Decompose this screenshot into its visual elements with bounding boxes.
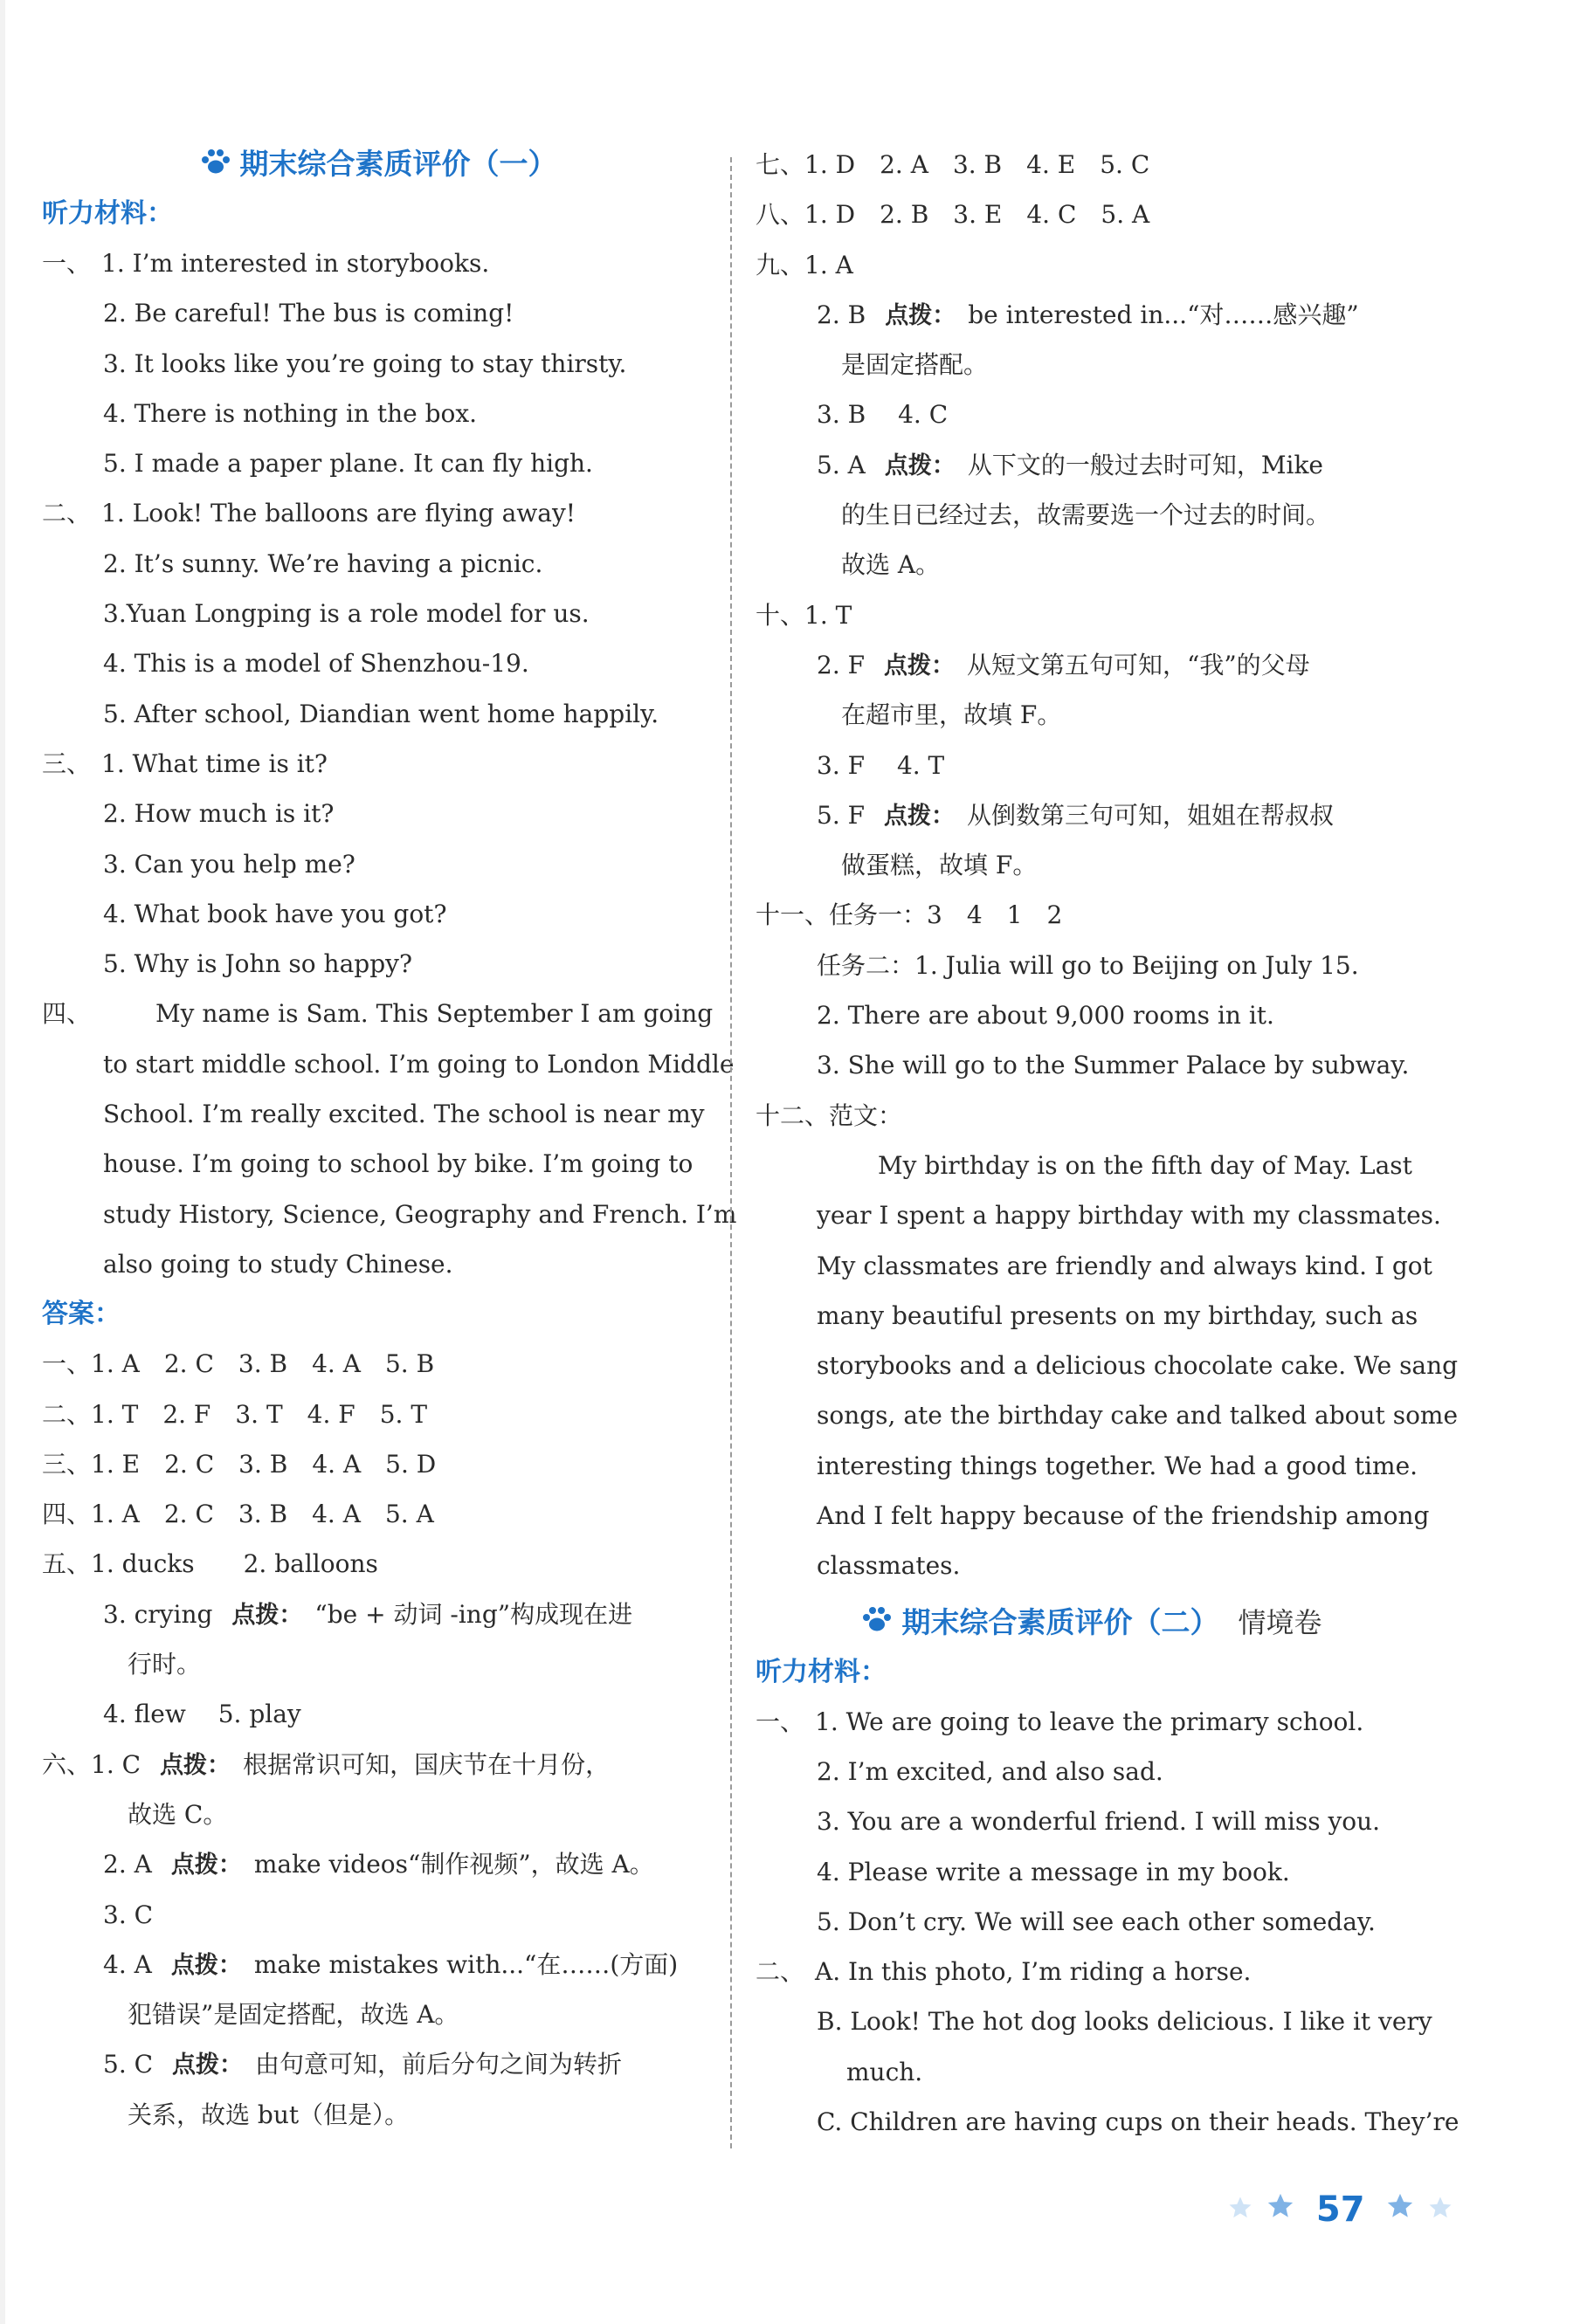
- answer-five-3: 3. crying 点拨： “be + 动词 -ing”构成现在进: [103, 1599, 633, 1629]
- listening-line: B. Look! The hot dog looks delicious. I like it very: [817, 2007, 1432, 2037]
- essay-line: classmates.: [817, 1551, 961, 1581]
- essay-line: songs, ate the birthday cake and talked about some: [817, 1401, 1459, 1431]
- answer-five-4: 4. flew 5. play: [103, 1700, 301, 1729]
- answer-nine-5-cont: 的生日已经过去，故需要选一个过去的时间。: [841, 500, 1331, 530]
- listening-line: 2. How much is it?: [103, 799, 335, 829]
- section-title-2: [756, 1598, 1428, 1647]
- listening-line: 二、 A. In this photo, I’m riding a horse.: [756, 1957, 1252, 1987]
- star-icon: [1385, 2190, 1415, 2230]
- answer-ten-34: 3. F 4. T: [817, 750, 945, 780]
- right-column: [756, 140, 1459, 2147]
- listening-line: 5. Don’t cry. We will see each other someday.: [817, 1907, 1376, 1936]
- answer-nine-2: 2. B 点拨： be interested in...“对……感兴趣”: [817, 300, 1359, 329]
- answer-six-1: 六、1. C 点拨： 根据常识可知，国庆节在十月份，: [42, 1749, 611, 1779]
- answer-ten-1: 十、1. T: [756, 600, 852, 630]
- listening-line: 三、 1. What time is it?: [42, 748, 328, 778]
- answer-eight: 八、1. D 2. B 3. E 4. C 5. A: [756, 200, 1150, 230]
- listening-line: 2. I’m excited, and also sad.: [817, 1756, 1163, 1786]
- answer-ten-5-cont: 做蛋糕，故填 F。: [841, 851, 1038, 880]
- listening-line: 一、 1. We are going to leave the primary school.: [756, 1707, 1364, 1736]
- listening-line: 3. You are a wonderful friend. I will miss you.: [817, 1807, 1381, 1837]
- listening-label: 听力材料：: [42, 198, 173, 229]
- answer-five-3-cont: 行时。: [128, 1650, 202, 1679]
- answer-row: 二、1. T 2. F 3. T 4. F 5. T: [42, 1399, 427, 1429]
- listening-line: 2. Be careful! The bus is coming!: [103, 299, 514, 328]
- answer-ten-5: 5. F 点拨： 从倒数第三句可知，姐姐在帮叔叔: [817, 800, 1335, 830]
- passage-line: 四、 My name is Sam. This September I am going: [42, 999, 714, 1029]
- answer-six-5-cont: 关系，故选 but（但是）。: [128, 2100, 410, 2129]
- answers-label: 答案：: [42, 1299, 121, 1330]
- left-column: [42, 140, 737, 2140]
- answer-row: 三、1. E 2. C 3. B 4. A 5. D: [42, 1449, 437, 1479]
- star-icon: [1266, 2190, 1295, 2230]
- answer-six-2: 2. A 点拨： make videos“制作视频”，故选 A。: [103, 1850, 654, 1879]
- listening-line: 2. It’s sunny. We’re having a picnic.: [103, 548, 543, 578]
- answer-eleven-task1: 十一、任务一：3 4 1 2: [756, 900, 1063, 930]
- answer-eleven-3: 3. She will go to the Summer Palace by subway.: [817, 1051, 1410, 1080]
- listening-line: 4. This is a model of Shenzhou-19.: [103, 649, 529, 679]
- essay-line: My birthday is on the fifth day of May. Last: [878, 1150, 1412, 1180]
- listening-line: 3. Can you help me?: [103, 849, 355, 879]
- answer-six-1-cont: 故选 C。: [128, 1799, 228, 1829]
- passage-line: to start middle school. I’m going to London Middle: [103, 1049, 735, 1079]
- answer-row: 一、1. A 2. C 3. B 4. A 5. B: [42, 1349, 435, 1379]
- answer-row: 四、1. A 2. C 3. B 4. A 5. A: [42, 1500, 434, 1529]
- answer-nine-1: 九、1. A: [756, 250, 853, 279]
- answer-eleven-task2: 任务二：1. Julia will go to Beijing on July 15.: [817, 950, 1359, 980]
- paw-icon: [200, 141, 231, 190]
- essay-line: many beautiful presents on my birthday, such as: [817, 1300, 1418, 1330]
- listening-line: 一、 1. I’m interested in storybooks.: [42, 249, 490, 278]
- essay-line: My classmates are friendly and always kind. I got: [817, 1251, 1432, 1280]
- answer-ten-2-cont: 在超市里，故填 F。: [841, 700, 1062, 730]
- section-title-text: 期末综合素质评价（一）: [239, 147, 557, 181]
- listening-line: 二、 1. Look! The balloons are flying away!: [42, 499, 576, 528]
- essay-line: interesting things together. We had a good time.: [817, 1451, 1418, 1480]
- answer-eleven-2: 2. There are about 9,000 rooms in it.: [817, 1001, 1274, 1031]
- answer-ten-2: 2. F 点拨： 从短文第五句可知，“我”的父母: [817, 650, 1310, 679]
- listening-line: 4. What book have you got?: [103, 899, 447, 928]
- listening-line: 4. Please write a message in my book.: [817, 1857, 1290, 1886]
- passage-line: house. I’m going to school by bike. I’m going to: [103, 1149, 693, 1179]
- section-title-text: 期末综合素质评价（二）: [901, 1604, 1219, 1639]
- listening-line: 3. It looks like you’re going to stay thirsty.: [103, 348, 627, 378]
- page-number: [1227, 2188, 1453, 2230]
- section-title-1: [42, 140, 714, 189]
- star-icon: [1227, 2190, 1253, 2230]
- answer-five: 五、1. ducks 2. balloons: [42, 1549, 378, 1579]
- listening-line: 5. I made a paper plane. It can fly high.: [103, 449, 593, 479]
- answer-six-4: 4. A 点拨： make mistakes with...“在……(方面): [103, 1949, 679, 1979]
- star-icon: [1427, 2190, 1453, 2230]
- column-divider: [730, 157, 732, 2148]
- answer-six-3: 3. C: [103, 1900, 154, 1929]
- answer-nine-5-cont2: 故选 A。: [841, 550, 941, 580]
- essay-line: storybooks and a delicious chocolate cake. We sang: [817, 1351, 1459, 1381]
- listening-line: 5. Why is John so happy?: [103, 949, 412, 979]
- answer-six-4-cont: 犯错误”是固定搭配，故选 A。: [128, 2000, 459, 2030]
- listening-line: much.: [846, 2057, 923, 2086]
- passage-line: also going to study Chinese.: [103, 1249, 453, 1279]
- section-subtitle: 情境卷: [1238, 1605, 1322, 1639]
- passage-line: study History, Science, Geography and French. I’m: [103, 1199, 737, 1229]
- answer-nine-2-cont: 是固定搭配。: [841, 350, 989, 380]
- essay-line: year I spent a happy birthday with my classmates.: [817, 1201, 1441, 1231]
- listening-line: C. Children are having cups on their heads. They’re: [817, 2107, 1459, 2136]
- answer-twelve-label: 十二、范文：: [756, 1100, 903, 1130]
- paw-icon: [861, 1599, 893, 1648]
- listening-line: 4. There is nothing in the box.: [103, 398, 478, 428]
- answer-seven: 七、1. D 2. A 3. B 4. E 5. C: [756, 150, 1150, 179]
- essay-line: And I felt happy because of the friendship among: [817, 1501, 1430, 1531]
- answer-nine-34: 3. B 4. C: [817, 400, 949, 430]
- listening-line: 3.Yuan Longping is a role model for us.: [103, 599, 590, 629]
- answer-nine-5: 5. A 点拨： 从下文的一般过去时可知，Mike: [817, 450, 1324, 479]
- listening-label: 听力材料：: [756, 1656, 887, 1687]
- page-number-text: 57: [1315, 2190, 1365, 2230]
- page-edge-shadow: [0, 0, 5, 2324]
- answer-six-5: 5. C 点拨： 由句意可知，前后分句之间为转折: [103, 2050, 623, 2079]
- passage-line: School. I’m really excited. The school is near my: [103, 1100, 705, 1129]
- listening-line: 5. After school, Diandian went home happily.: [103, 699, 659, 728]
